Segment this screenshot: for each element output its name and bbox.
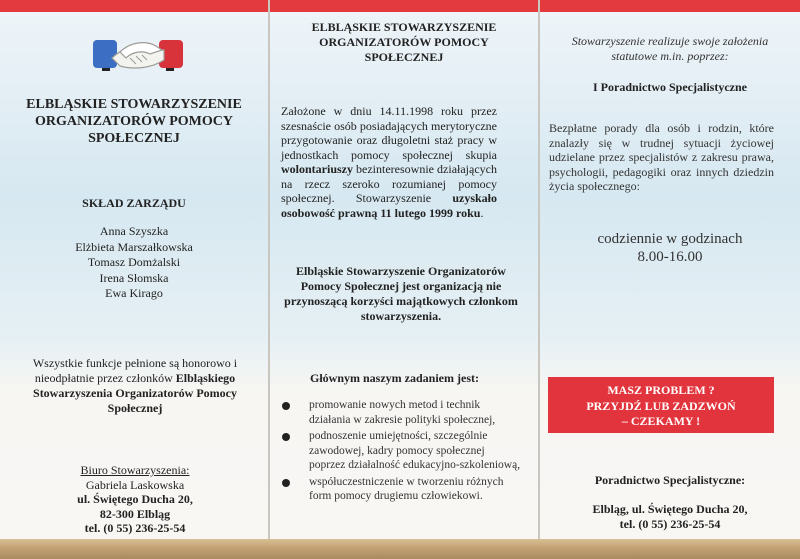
- contact-address: Elbląg, ul. Świętego Ducha 20,: [592, 502, 748, 516]
- board-members-list: [0, 224, 268, 302]
- office-person: Gabriela Laskowska: [85, 477, 185, 492]
- list-item: [282, 398, 522, 427]
- counseling-heading: I Poradnictwo Specjalistyczne: [593, 80, 747, 94]
- bottom-gold-band: [0, 539, 800, 559]
- functions-text: Wszystkie funkcje pełnione są honorowo i nieodpłatnie przez członków: [32, 356, 238, 385]
- board-heading: SKŁAD ZARZĄDU: [82, 196, 186, 210]
- nonprofit-statement: Elbląskie Stowarzyszenie Organizatorów Pomocy Społecznej jest organizacją nie przynoszącą korzyści majątkowych członkom stowarzyszenia.: [284, 264, 518, 323]
- fold-line-1: [268, 0, 270, 559]
- contact-heading: Poradnictwo Specjalistyczne:: [594, 473, 746, 487]
- counseling-description: Bezpłatne porady dla osób i rodzin, które znalazły się w trudnej sytuacji życiowej udzielane przez specjalistów z zakresu prawa, psychologii, pedagogiki oraz innych dziedzin życia społecznego:: [549, 121, 774, 193]
- founding-paragraph: [281, 104, 497, 220]
- middle-title: ELBLĄSKIE STOWARZYSZENIE ORGANIZATORÓW POMOCY SPOŁECZNEJ: [311, 20, 497, 64]
- intro-bold-2: uzyskało osobowość prawną 11 lutego 1999 roku: [281, 191, 498, 220]
- handshake-logo-icon: [90, 28, 186, 80]
- board-member: Elżbieta Marszałkowska: [75, 239, 193, 254]
- call-to-action-box: [548, 377, 774, 433]
- bullet-icon: [282, 433, 290, 441]
- hours-value: 8.00-16.00: [637, 249, 703, 265]
- office-phone: tel. (0 55) 236-25-54: [84, 521, 186, 535]
- functions-note: [22, 356, 248, 416]
- contact-phone: tel. (0 55) 236-25-54: [619, 517, 721, 531]
- cta-line-3: – CZEKAMY !: [621, 414, 701, 428]
- intro-end: .: [480, 205, 484, 220]
- goal-text: współuczestniczenie w tworzeniu różnych form pomocy drugiemu człowiekowi.: [309, 475, 504, 502]
- goals-heading: Głównym naszym zadaniem jest:: [310, 371, 479, 385]
- top-red-band: [0, 0, 800, 12]
- cta-line-2: PRZYJDŹ LUB ZADZWOŃ: [586, 398, 736, 413]
- office-city: 82-300 Elbląg: [99, 506, 171, 521]
- list-item: [282, 429, 522, 473]
- opening-hours: [560, 230, 780, 266]
- intro-part-2: bezinteresownie działających na rzecz szeroko rozumianej pomocy społecznej. Stowarzyszenie: [281, 162, 497, 205]
- board-member: Ewa Kirago: [105, 286, 163, 300]
- intro-bold-1: wolontariuszy: [281, 162, 353, 176]
- bullet-icon: [282, 402, 290, 410]
- goal-text: promowanie nowych metod i technik działania w zakresie polityki społecznej,: [309, 399, 496, 426]
- hours-label: codziennie w godzinach: [597, 231, 743, 247]
- organization-title: ELBLĄSKIE STOWARZYSZENIE ORGANIZATORÓW POMOCY SPOŁECZNEJ: [26, 97, 242, 146]
- office-street: ul. Świętego Ducha 20,: [77, 492, 193, 506]
- board-member: Anna Szyszka: [99, 224, 169, 238]
- statutory-intro: Stowarzyszenie realizuje swoje założenia statutowe m.in. poprzez:: [571, 34, 769, 63]
- bullet-icon: [282, 479, 290, 487]
- counseling-contact: [552, 473, 788, 532]
- functions-bold: Elbląskiego Stowarzyszenia Organizatorów Pomocy Społecznej: [33, 371, 237, 415]
- intro-part-1: Założone w dniu 14.11.1998 roku przez szesnaście osób posiadających merytoryczne przygotowanie oraz długoletni staż pracy w jednostkach pomocy społecznej skupia: [281, 104, 497, 162]
- goal-text: podnoszenie umiejętności, szczególnie zawodowej, kadry pomocy społecznej poprzez działalność edukacyjno-szkoleniową,: [309, 430, 521, 471]
- board-member: Irena Słomska: [99, 270, 169, 285]
- fold-line-2: [538, 0, 540, 559]
- office-heading: Biuro Stowarzyszenia:: [80, 463, 190, 477]
- list-item: [282, 475, 522, 504]
- goals-list: [282, 398, 522, 506]
- cta-line-1: MASZ PROBLEM ?: [607, 383, 715, 397]
- office-address: [60, 463, 210, 536]
- board-member: Tomasz Domżalski: [87, 255, 181, 269]
